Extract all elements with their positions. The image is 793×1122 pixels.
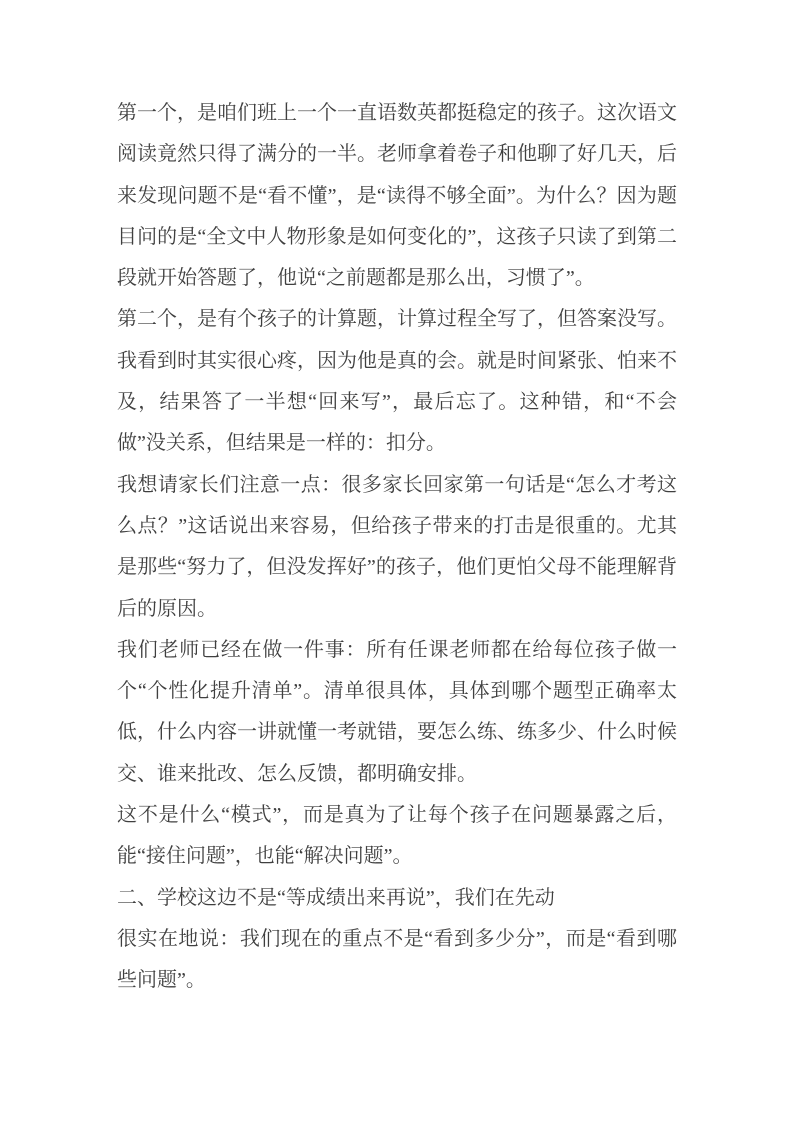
paragraph-teacher-action: 我们老师已经在做一件事：所有任课老师都在给每位孩子做一个“个性化提升清单”。清单很具体，具体到哪个题型正确率太低，什么内容一讲就懂一考就错，要怎么练、练多少、什么时候交、谁来批改、怎么反馈，都明确安排。 <box>117 638 677 785</box>
paragraph-school-focus: 很实在地说：我们现在的重点不是“看到多少分”，而是“看到哪些问题”。 <box>117 927 677 992</box>
paragraph-parent-advice: 我想请家长们注意一点：很多家长回家第一句话是“怎么才考这么点？”这话说出来容易，但给孩子带来的打击是很重的。尤其是那些“努力了，但没发挥好”的孩子，他们更怕父母不能理解背后的原因。 <box>117 473 677 620</box>
section-heading-2: 二、学校这边不是“等成绩出来再说”，我们在先动 <box>117 886 555 909</box>
paragraph-not-a-model: 这不是什么“模式”，而是真为了让每个孩子在问题暴露之后，能“接住问题”，也能“解决问题”。 <box>117 804 677 868</box>
paragraph-exam-case-1: 第一个，是咱们班上一个一直语数英都挺稳定的孩子。这次语文阅读竟然只得了满分的一半。老师拿着卷子和他聊了好几天，后来发现问题不是“看不懂”，是“读得不够全面”。为什么？因为题目问的是“全文中人物形象是如何变化的”，这孩子只读了到第二段就开始答题了，他说“之前题都是那么出，习惯了”。 <box>117 102 677 290</box>
paragraph-exam-case-2: 第二个，是有个孩子的计算题，计算过程全写了，但答案没写。我看到时其实很心疼，因为他是真的会。就是时间紧张、怕来不及，结果答了一半想“回来写”，最后忘了。这种错，和“不会做”没关系，但结果是一样的：扣分。 <box>117 308 677 455</box>
text-block <box>117 93 677 1002</box>
